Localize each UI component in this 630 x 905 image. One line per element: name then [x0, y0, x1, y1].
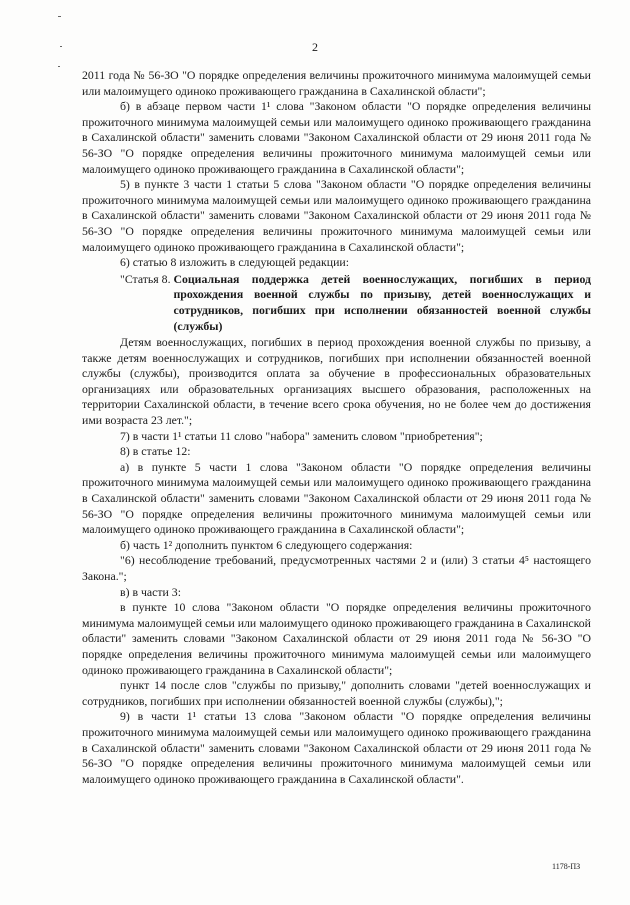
- paragraph: 9) в части 1¹ статьи 13 слова "Законом области "О порядке определения величины прожиточного минимума малоимущей семьи или малоимущего одиноко проживающего гражданина в Сахалинской области" заменить словами "Законом Сахалинской области от 29 июня 2011 года № 56-ЗО "О порядке определения величины прожиточного минимума малоимущей семьи или малоимущего одиноко проживающего гражданина в Сахалинской области".: [82, 709, 591, 786]
- paragraph: Детям военнослужащих, погибших в период прохождения военной службы по призыву, а также детям военнослужащих и сотрудников, погибших при исполнении обязанностей военной службы (службы), производится оплата за обучение в профессиональных образовательных организациях или образовательных организациях высшего образования, расположенных на территории Сахалинской области, в течение всего срока обучения, но не более чем до достижения ими возраста 23 лет.";: [82, 335, 591, 428]
- paragraph: б) часть 1² дополнить пунктом 6 следующего содержания:: [120, 537, 413, 552]
- document-body: [82, 68, 591, 787]
- paragraph: 2011 года № 56-ЗО "О порядке определения величины прожиточного минимума малоимущей семьи или малоимущего одиноко проживающего гражданина в Сахалинской области";: [82, 68, 591, 98]
- paragraph: "6) несоблюдение требований, предусмотренных частями 2 и (или) 3 статьи 4⁵ настоящего Закона.";: [82, 553, 591, 583]
- article-title: Социальная поддержка детей военнослужащих, погибших в период прохождения военной службы по призыву, детей военнослужащих и сотрудников, погибших при исполнении обязанностей военной службы (службы): [173, 271, 591, 333]
- paragraph: в пункте 10 слова "Законом области "О порядке определения величины прожиточного минимума малоимущей семьи или малоимущего одиноко проживающего гражданина в Сахалинской области" заменить словами "Законом Сахалинской области от 29 июня 2011 года № 56-ЗО "О порядке определения величины прожиточного минимума малоимущей семьи или малоимущего одиноко проживающего гражданина в Сахалинской области";: [82, 600, 591, 677]
- document-number: 1178-ПЗ: [552, 862, 581, 871]
- scan-mark: [58, 16, 61, 17]
- paragraph: б) в абзаце первом части 1¹ слова "Законом области "О порядке определения величины прожиточного минимума малоимущей семьи или малоимущего одиноко проживающего гражданина в Сахалинской области" заменить словами "Законом Сахалинской области от 29 июня 2011 года № 56-ЗО "О порядке определения величины прожиточного минимума малоимущей семьи или малоимущего одиноко проживающего гражданина в Сахалинской области";: [82, 99, 591, 176]
- paragraph: 7) в части 1¹ статьи 11 слово "набора" заменить словом "приобретения";: [120, 428, 483, 443]
- paragraph: пункт 14 после слов "службы по призыву," дополнить словами "детей военнослужащих и сотрудников, погибших при исполнении обязанностей военной службы (службы),";: [82, 678, 591, 708]
- paragraph: 5) в пункте 3 части 1 статьи 5 слова "Законом области "О порядке определения величины прожиточного минимума малоимущей семьи или малоимущего одиноко проживающего гражданина в Сахалинской области" заменить словами "Законом Сахалинской области от 29 июня 2011 года № 56-ЗО "О порядке определения величины прожиточного минимума малоимущей семьи или малоимущего одиноко проживающего гражданина в Сахалинской области";: [82, 177, 591, 254]
- article-heading: [82, 272, 591, 334]
- scan-mark: [58, 66, 60, 67]
- page-number: 2: [312, 40, 318, 54]
- paragraph: 8) в статье 12:: [120, 444, 191, 459]
- article-number: "Статья 8.: [120, 271, 174, 286]
- paragraph: в) в части 3:: [120, 584, 181, 599]
- paragraph: а) в пункте 5 части 1 слова "Законом области "О порядке определения величины прожиточного минимума малоимущей семьи или малоимущего одиноко проживающего гражданина в Сахалинской области" заменить словами "Законом Сахалинской области от 29 июня 2011 года № 56-ЗО "О порядке определения величины прожиточного минимума малоимущей семьи или малоимущего одиноко проживающего гражданина в Сахалинской области";: [82, 459, 591, 537]
- paragraph: 6) статью 8 изложить в следующей редакции:: [120, 255, 349, 270]
